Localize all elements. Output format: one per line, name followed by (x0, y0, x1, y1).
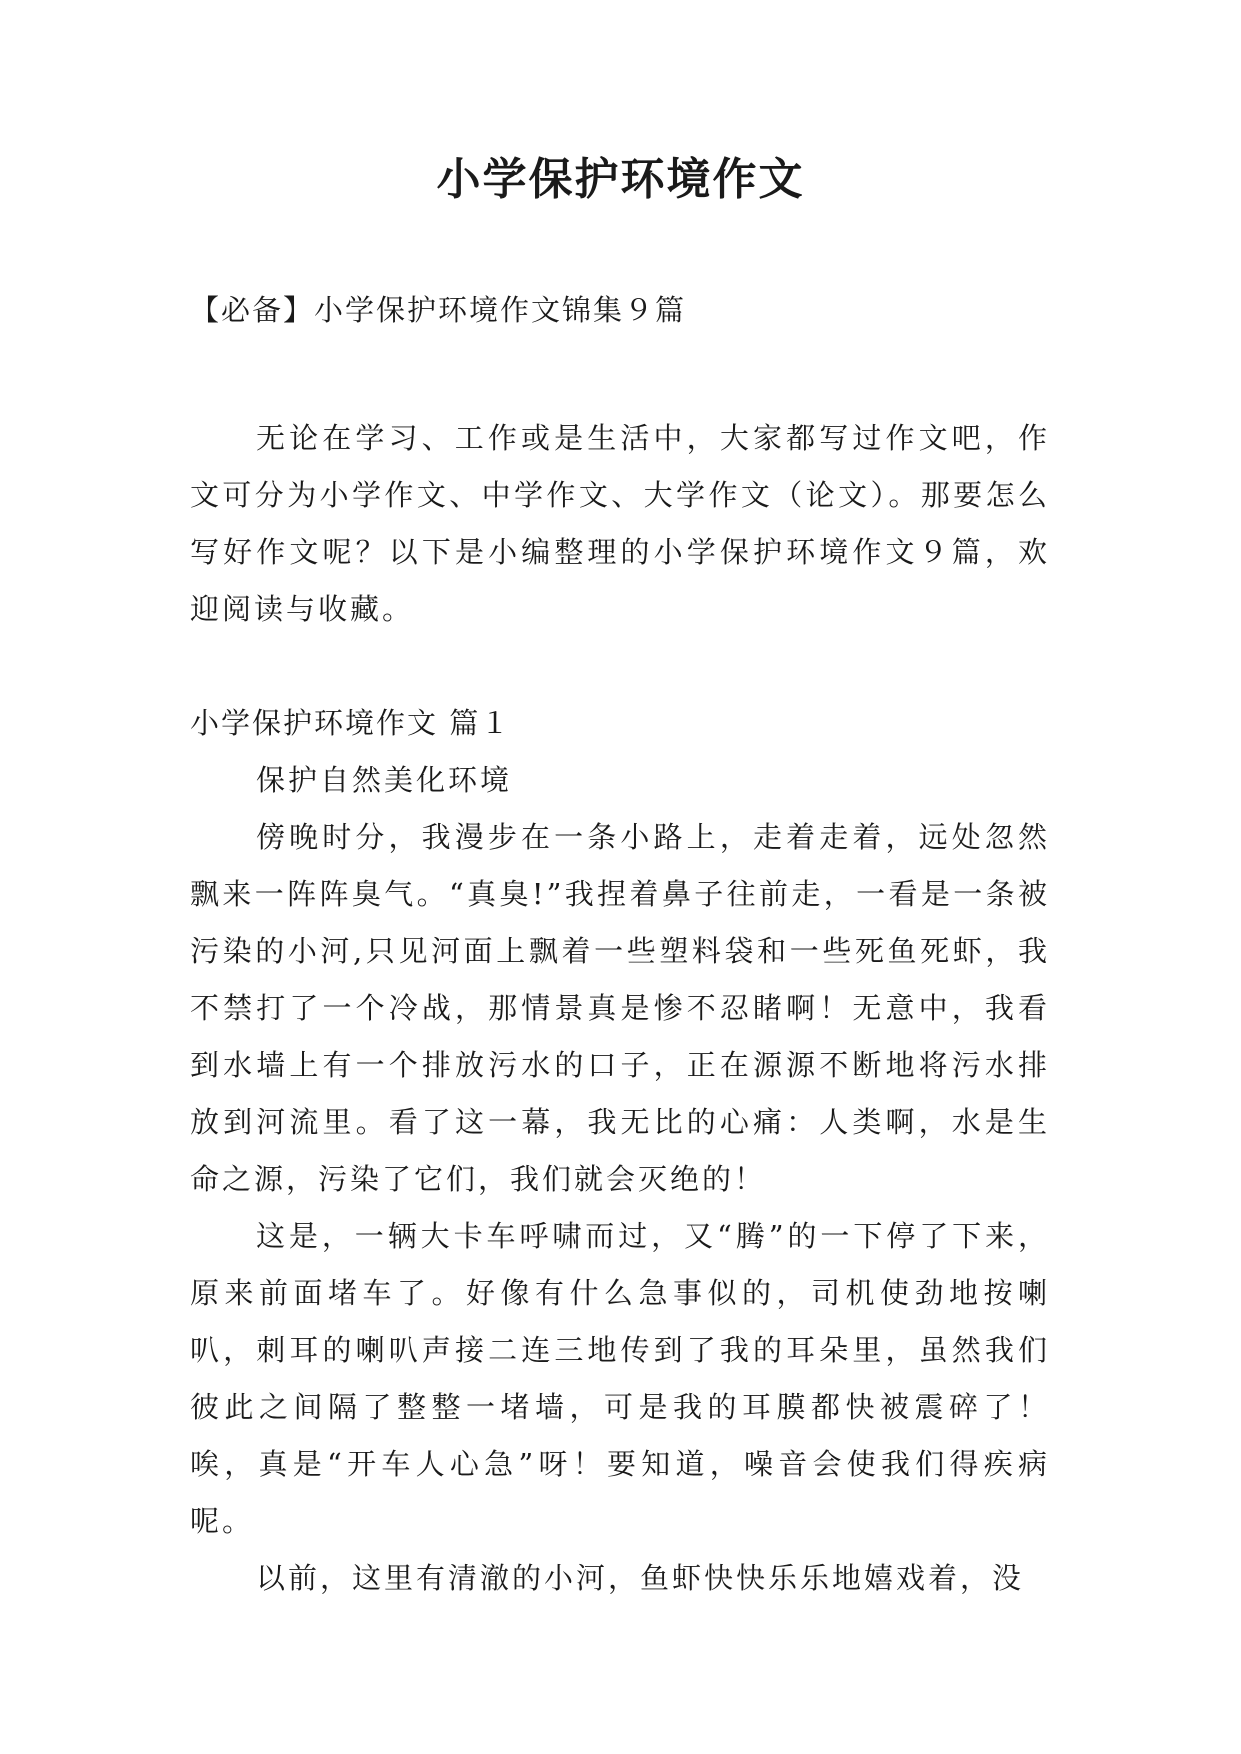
intro-paragraph: 无论在学习、工作或是生活中，大家都写过作文吧，作文可分为小学作文、中学作文、大学作文（论文）。那要怎么写好作文呢？以下是小编整理的小学保护环境作文９篇，欢迎阅读与收藏。 (190, 421, 1050, 626)
body-paragraph: 傍晚时分，我漫步在一条小路上，走着走着，远处忽然飘来一阵阵臭气。“真臭!”我捏着鼻子往前走，一看是一条被污染的小河,只见河面上飘着一些塑料袋和一些死鱼死虾，我不禁打了一个冷战，那情景真是惨不忍睹啊！无意中，我看到水墙上有一个排放污水的口子，正在源源不断地将污水排放到河流里。看了这一幕，我无比的心痛：人类啊，水是生命之源，污染了它们，我们就会灭绝的！ (190, 820, 1050, 1196)
document-subtitle: 【必备】小学保护环境作文锦集９篇 (190, 293, 687, 327)
body-paragraph: 以前，这里有清澈的小河，鱼虾快快乐乐地嬉戏着，没 (256, 1561, 1025, 1595)
document-body (190, 410, 1050, 1607)
document-title: 小学保护环境作文 (436, 154, 805, 205)
body-paragraph: 这是，一辆大卡车呼啸而过，又“腾”的一下停了下来，原来前面堵车了。好像有什么急事似的，司机使劲地按喇叭，刺耳的喇叭声接二连三地传到了我的耳朵里，虽然我们彼此之间隔了整整一堵墙，可是我的耳膜都快被震碎了！唉，真是“开车人心急”呀！要知道，噪音会使我们得疾病呢。 (190, 1219, 1050, 1538)
section-heading: 小学保护环境作文 篇１ (190, 706, 512, 740)
essay-title: 保护自然美化环境 (256, 763, 513, 797)
